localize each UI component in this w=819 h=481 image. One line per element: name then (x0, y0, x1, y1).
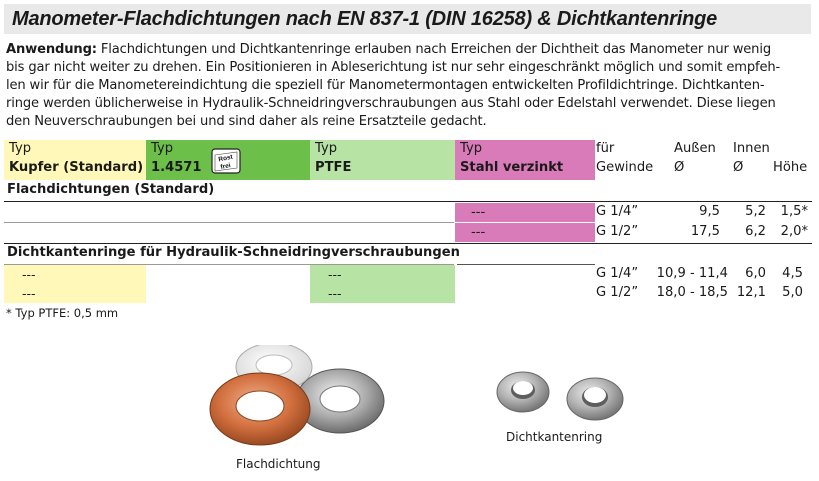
table-row (4, 223, 812, 242)
cell-innen: 5,2 (745, 204, 766, 219)
header-hoehe: Höhe (773, 160, 808, 175)
sealing-ring-image (493, 362, 633, 422)
rust-free-badge-icon (211, 148, 241, 174)
table-row (4, 203, 812, 222)
caption-flachdichtung: Flachdichtung (236, 457, 321, 471)
table-row (4, 284, 812, 303)
cell-stahl: --- (455, 223, 595, 242)
intro-line-4: ringe werden üblicherweise in Hydraulik-Schneidringverschraubungen aus Stahl oder Edelstahl verwendet. Diese liegen (6, 96, 776, 111)
cell-innen: 6,2 (745, 224, 766, 239)
cell-hoehe: 1,5* (780, 204, 808, 219)
svg-text:Rost: Rost (217, 153, 234, 164)
intro-line-3: len wir für die Manometereindichtung die speziell für Manometermontagen entwickelten Profildichtringe. Dichtkanten- (6, 78, 765, 93)
header-kupfer: Typ Kupfer (Standard) (4, 140, 146, 180)
cell-gewinde: G 1/4” (596, 204, 639, 219)
intro-text (6, 41, 810, 131)
cell-gewinde: G 1/2” (596, 285, 639, 300)
header-innen: Innen (733, 141, 770, 156)
table-row (4, 265, 812, 284)
table-header-row (4, 140, 812, 180)
intro-label: Anwendung: (6, 42, 97, 57)
divider (4, 201, 812, 202)
cell-stahl: --- (455, 203, 595, 222)
header-innen-symbol: Ø (733, 160, 744, 175)
header-stahl: Typ Stahl verzinkt (455, 140, 595, 180)
cell-kupfer: --- (4, 284, 146, 303)
cell-aussen: 9,5 (699, 204, 720, 219)
header-gewinde: Gewinde (596, 160, 654, 175)
cell-gewinde: G 1/2” (596, 224, 639, 239)
svg-text:frei: frei (220, 162, 232, 172)
header-dimensions (595, 140, 812, 180)
cell-innen: 6,0 (745, 266, 766, 281)
cell-ptfe: --- (310, 265, 455, 284)
cell-hoehe: 5,0 (782, 285, 803, 300)
cell-ptfe: --- (310, 284, 455, 303)
header-aussen-symbol: Ø (674, 160, 685, 175)
cell-innen: 12,1 (736, 285, 766, 300)
section-dichtkantenringe: Dichtkantenringe für Hydraulik-Schneidringverschraubungen (7, 245, 460, 260)
header-14571: Typ 1.4571 (146, 140, 310, 180)
cell-aussen: 18,0 - 18,5 (656, 285, 728, 300)
footnote: * Typ PTFE: 0,5 mm (6, 306, 119, 320)
intro-line-1: Flachdichtungen und Dichtkantenringe erlauben nach Erreichen der Dichtheit das Manometer nur wenig (96, 42, 771, 57)
intro-line-5: den Neuverschraubungen bei und sind daher als reine Ersatzteile gedacht. (6, 114, 487, 129)
caption-dichtkantenring: Dichtkantenring (506, 430, 603, 444)
header-fuer: für (596, 141, 615, 156)
cell-gewinde: G 1/4” (596, 266, 639, 281)
cell-hoehe: 4,5 (782, 266, 803, 281)
cell-kupfer: --- (4, 265, 146, 284)
cell-hoehe: 2,0* (780, 224, 808, 239)
intro-line-2: bis gar nicht weiter zu drehen. Ein Positionieren in Ableserichtung ist nur sehr eingeschränkt möglich und somit empfeh- (6, 60, 781, 75)
cell-aussen: 10,9 - 11,4 (656, 266, 728, 281)
flat-gasket-image (190, 345, 390, 457)
page-title: Manometer-Flachdichtungen nach EN 837-1 (DIN 16258) & Dichtkantenringe (4, 4, 811, 34)
header-ptfe: Typ PTFE (310, 140, 455, 180)
header-aussen: Außen (674, 141, 716, 156)
divider (4, 243, 812, 244)
cell-aussen: 17,5 (690, 224, 720, 239)
section-flachdichtungen: Flachdichtungen (Standard) (7, 182, 215, 197)
